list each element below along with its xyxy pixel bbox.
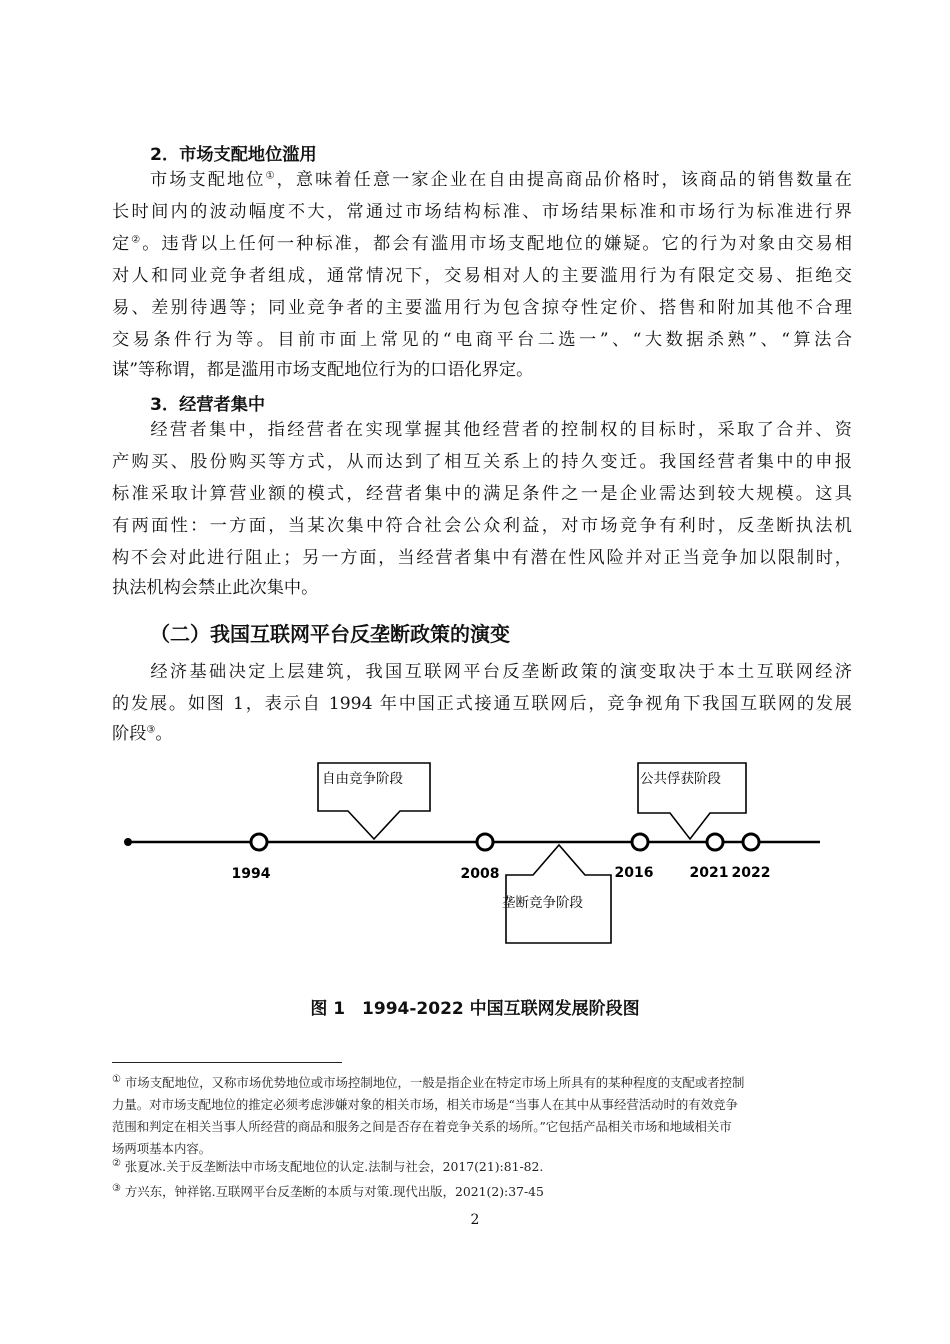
footnote-ref[interactable]: ① [265, 170, 277, 182]
paragraph-line: 的发展。如图 1，表示自 1994 年中国正式接通互联网后，竞争视角下我国互联网的发展 [112, 694, 852, 714]
section-heading-policy-evolution: （二）我国互联网平台反垄断政策的演变 [150, 622, 510, 646]
footnote-ref[interactable]: ② [131, 234, 143, 246]
year-marker-2008 [477, 834, 493, 850]
paragraph-line [112, 658, 852, 686]
footnote-1 [112, 1072, 852, 1160]
paragraph-line [112, 416, 852, 444]
page-number: 2 [470, 1212, 480, 1228]
footnote-text: 市场支配地位，又称市场优势地位或市场控制地位，一般是指企业在特定市场上所具有的某种程度的支配或者控制 [124, 1075, 745, 1090]
footnote-mark: ③ [112, 1182, 121, 1194]
paragraph-line [112, 720, 852, 748]
paragraph-line: 长时间内的波动幅度不大，常通过市场结构标准、市场结果标准和市场行为标准进行界 [112, 202, 852, 222]
section-heading-market-dominance: 2．市场支配地位滥用 [150, 145, 317, 165]
paragraph-line: 有两面性：一方面，当某次集中符合社会公众利益，对市场竞争有利时，反垄断执法机 [112, 516, 852, 536]
section-heading-concentration: 3．经营者集中 [150, 395, 266, 415]
footnote-3 [112, 1181, 852, 1203]
text-run: ，意味着任意一家企业在自由提高商品价格时，该商品的销售数量在 [276, 170, 852, 190]
year-marker-2022 [743, 834, 759, 850]
text-run: 经营者集中，指经营者在实现掌握其他经营者的控制权的目标时，采取了合并、资 [148, 420, 852, 440]
footnote-ref[interactable]: ③ [146, 724, 156, 736]
footnote-text: 力量。对市场支配地位的推定必须考虑涉嫌对象的相关市场，相关市场是“当事人在其中从事经营活动时的有效竞争 [112, 1097, 738, 1112]
footnote-2 [112, 1156, 852, 1178]
footnote-separator [112, 1062, 342, 1063]
paragraph-line: 产购买、股份购买等方式，从而达到了相互关系上的持久变迁。我国经营者集中的申报 [112, 452, 852, 472]
paragraph-line: 对人和同业竞争者组成，通常情况下，交易相对人的主要滥用行为有限定交易、拒绝交 [112, 266, 852, 286]
year-marker-2016 [632, 834, 648, 850]
footnote-mark: ② [112, 1157, 121, 1169]
paragraph-line: 易、差别待遇等；同业竞争者的主要滥用行为包含掠夺性定价、搭售和附加其他不合理 [112, 298, 852, 318]
year-marker-2021 [707, 834, 723, 850]
stage-label-free-competition: 自由竞争阶段 [322, 771, 403, 787]
year-label-1994: 1994 [231, 866, 271, 882]
paragraph-line: 交易条件行为等。目前市面上常见的“电商平台二选一”、“大数据杀熟”、“算法合 [112, 330, 852, 350]
year-label-2021: 2021 [689, 865, 729, 881]
footnote-mark: ① [112, 1073, 121, 1085]
text-run: 经济基础决定上层建筑，我国互联网平台反垄断政策的演变取决于本土互联网经济 [148, 662, 852, 682]
text-run: 阶段 [112, 724, 147, 744]
year-label-2016: 2016 [614, 865, 654, 881]
footnote-text: 张夏冰.关于反垄断法中市场支配地位的认定.法制与社会，2017(21):81-82. [124, 1159, 544, 1174]
paragraph-line: 执法机构会禁止此次集中。 [112, 578, 319, 598]
text-run: 定 [112, 234, 132, 254]
footnote-text: 范围和判定在相关当事人所经营的商品和服务之间是否存在着竞争关系的场所。”它包括产品相关市场和地域相关市 [112, 1119, 732, 1134]
stage-label-public-capture: 公共俘获阶段 [640, 771, 721, 787]
paragraph-line [112, 166, 852, 194]
paragraph-line [112, 230, 852, 258]
paragraph-line: 标准采取计算营业额的模式，经营者集中的满足条件之一是企业需达到较大规模。这具 [112, 484, 852, 504]
text-run: 市场支配地位 [148, 170, 266, 190]
year-marker-1994 [251, 834, 267, 850]
year-label-2008: 2008 [460, 866, 500, 882]
year-label-2022: 2022 [731, 865, 771, 881]
paragraph-line: 谋”等称谓，都是滥用市场支配地位行为的口语化界定。 [112, 360, 534, 380]
text-run: 。 [155, 724, 173, 744]
figure-caption: 图 1 1994-2022 中国互联网发展阶段图 [310, 999, 640, 1019]
footnote-text: 场两项基本内容。 [112, 1141, 212, 1156]
timeline-figure [0, 755, 950, 955]
stage-label-monopolistic-competition: 垄断竞争阶段 [502, 895, 583, 911]
timeline-start-dot [124, 838, 132, 846]
text-run: 。违背以上任何一种标准，都会有滥用市场支配地位的嫌疑。它的行为对象由交易相 [142, 234, 852, 254]
footnote-text: 方兴东，钟祥铭.互联网平台反垄断的本质与对策.现代出版，2021(2):37-45 [124, 1184, 544, 1199]
paragraph-line: 构不会对此进行阻止；另一方面，当经营者集中有潜在性风险并对正当竞争加以限制时， [112, 548, 852, 568]
stage-callout-monopolistic-competition [506, 845, 611, 943]
